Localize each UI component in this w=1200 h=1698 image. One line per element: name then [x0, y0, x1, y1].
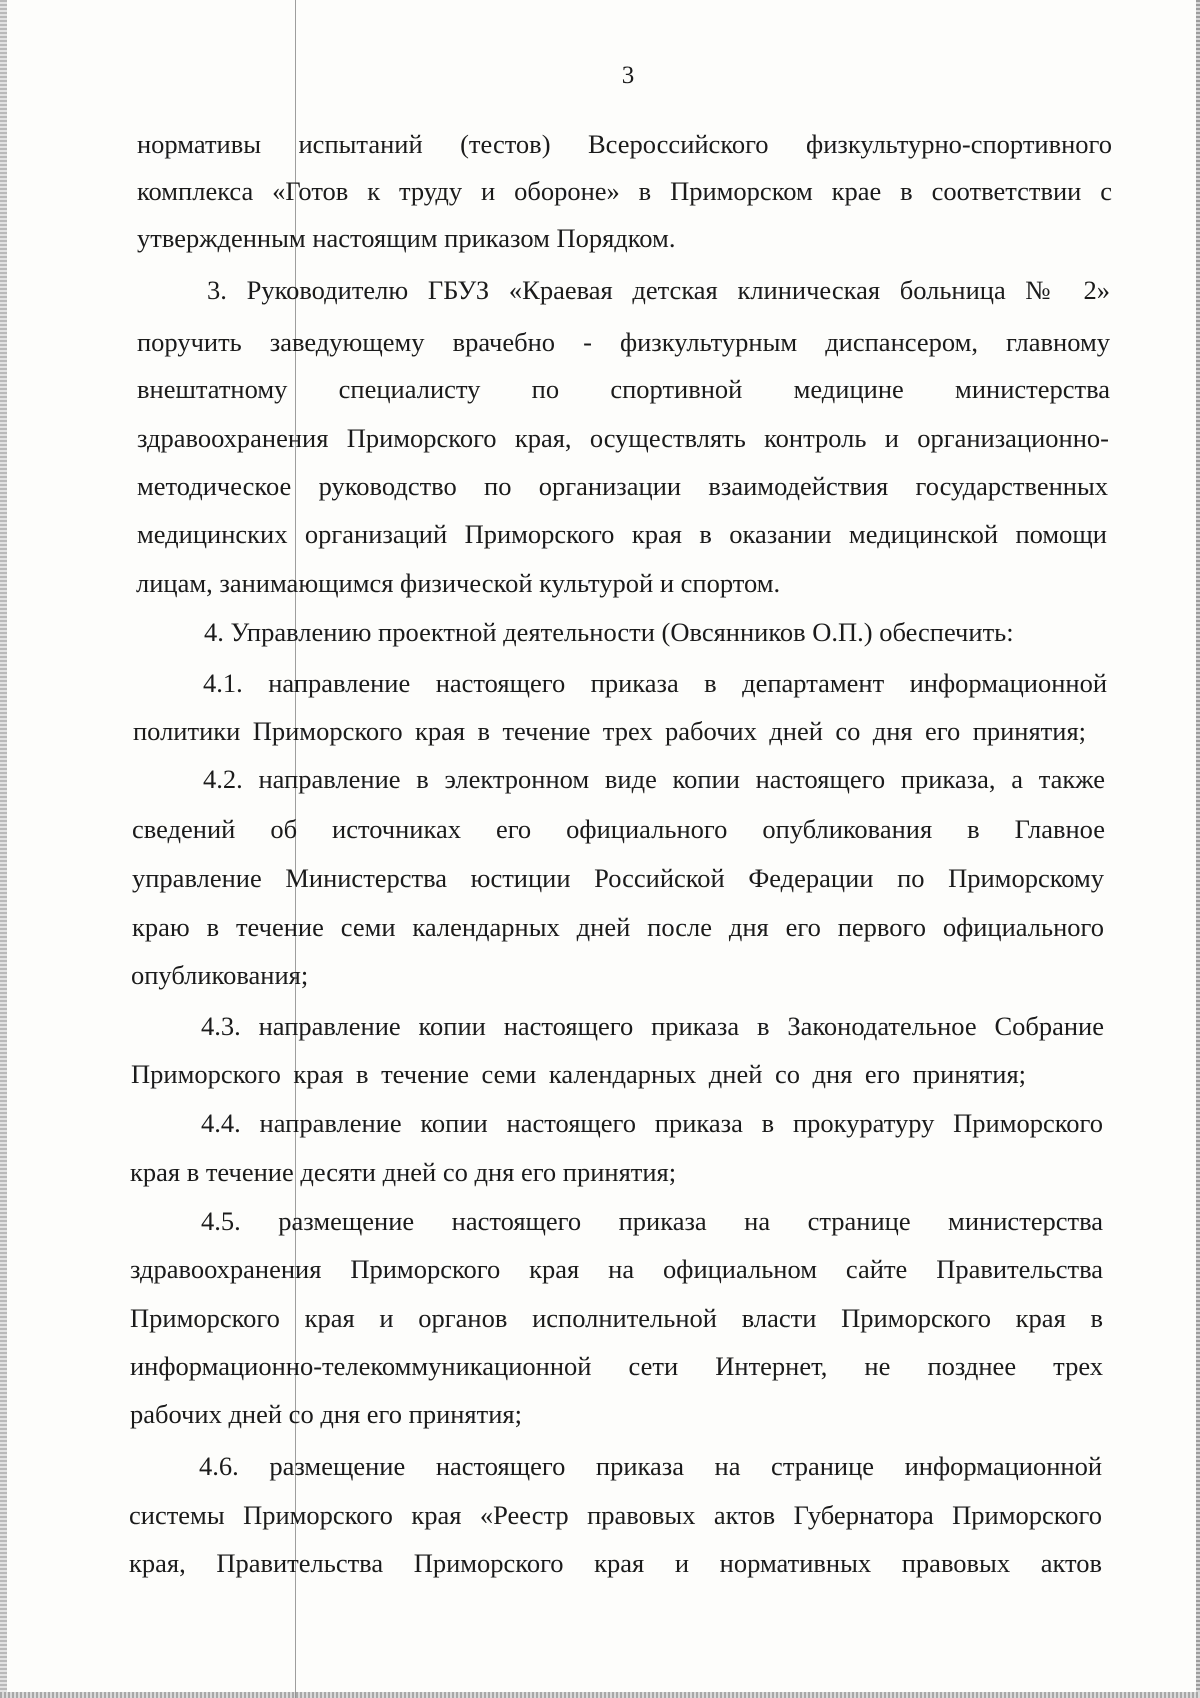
text-line: здравоохранения Приморского края, осуществлять контроль и организационно-: [137, 423, 1109, 453]
text-line: 4.1. направление настоящего приказа в департамент информационной: [203, 668, 1107, 698]
text-line: политики Приморского края в течение трех рабочих дней со дня его принятия;: [133, 716, 1086, 746]
text-line: утвержденным настоящим приказом Порядком.: [137, 223, 676, 253]
text-line: 4.6. размещение настоящего приказа на странице информационной: [199, 1451, 1102, 1481]
scan-fold-line: [295, 0, 296, 1698]
text-line: внештатному специалисту по спортивной медицине министерства: [137, 374, 1110, 404]
text-line: Приморского края в течение семи календарных дней со дня его принятия;: [131, 1059, 1026, 1089]
text-line: 4.4. направление копии настоящего приказа в прокуратуру Приморского: [201, 1108, 1103, 1138]
scan-edge-left: [0, 0, 7, 1698]
text-line: рабочих дней со дня его принятия;: [130, 1399, 522, 1429]
text-line: 4.2. направление в электронном виде копии настоящего приказа, а также: [203, 764, 1105, 794]
text-line: 4.3. направление копии настоящего приказа в Законодательное Собрание: [201, 1011, 1104, 1041]
text-line: Приморского края и органов исполнительной власти Приморского края в: [130, 1303, 1103, 1333]
text-line: края в течение десяти дней со дня его принятия;: [130, 1157, 677, 1187]
text-line: опубликования;: [131, 960, 309, 990]
scan-edge-right: [1196, 0, 1200, 1698]
text-line: 3. Руководителю ГБУЗ «Краевая детская клиническая больница № 2»: [207, 275, 1110, 305]
text-line: 4. Управлению проектной деятельности (Овсянников О.П.) обеспечить:: [204, 617, 1014, 647]
text-line: медицинских организаций Приморского края в оказании медицинской помощи: [137, 519, 1107, 549]
text-line: 4.5. размещение настоящего приказа на странице министерства: [201, 1206, 1103, 1236]
text-line: комплекса «Готов к труду и обороне» в Приморском крае в соответствии с: [137, 176, 1112, 206]
text-line: здравоохранения Приморского края на официальном сайте Правительства: [130, 1254, 1103, 1284]
text-line: края, Правительства Приморского края и нормативных правовых актов: [129, 1548, 1102, 1578]
text-line: нормативы испытаний (тестов) Всероссийского физкультурно-спортивного: [137, 129, 1112, 159]
text-line: методическое руководство по организации взаимодействия государственных: [137, 471, 1108, 501]
text-line: системы Приморского края «Реестр правовых актов Губернатора Приморского: [129, 1500, 1102, 1530]
text-line: управление Министерства юстиции Российской Федерации по Приморскому: [132, 863, 1104, 893]
text-line: лицам, занимающимся физической культурой и спортом.: [136, 568, 781, 598]
text-line: сведений об источниках его официального опубликования в Главное: [132, 814, 1105, 844]
page-number: 3: [621, 62, 635, 89]
scan-edge-bottom: [0, 1692, 1200, 1698]
text-line: поручить заведующему врачебно - физкультурным диспансером, главному: [137, 327, 1110, 357]
text-line: информационно-телекоммуникационной сети Интернет, не позднее трех: [130, 1351, 1103, 1381]
text-line: краю в течение семи календарных дней после дня его первого официального: [132, 912, 1104, 942]
